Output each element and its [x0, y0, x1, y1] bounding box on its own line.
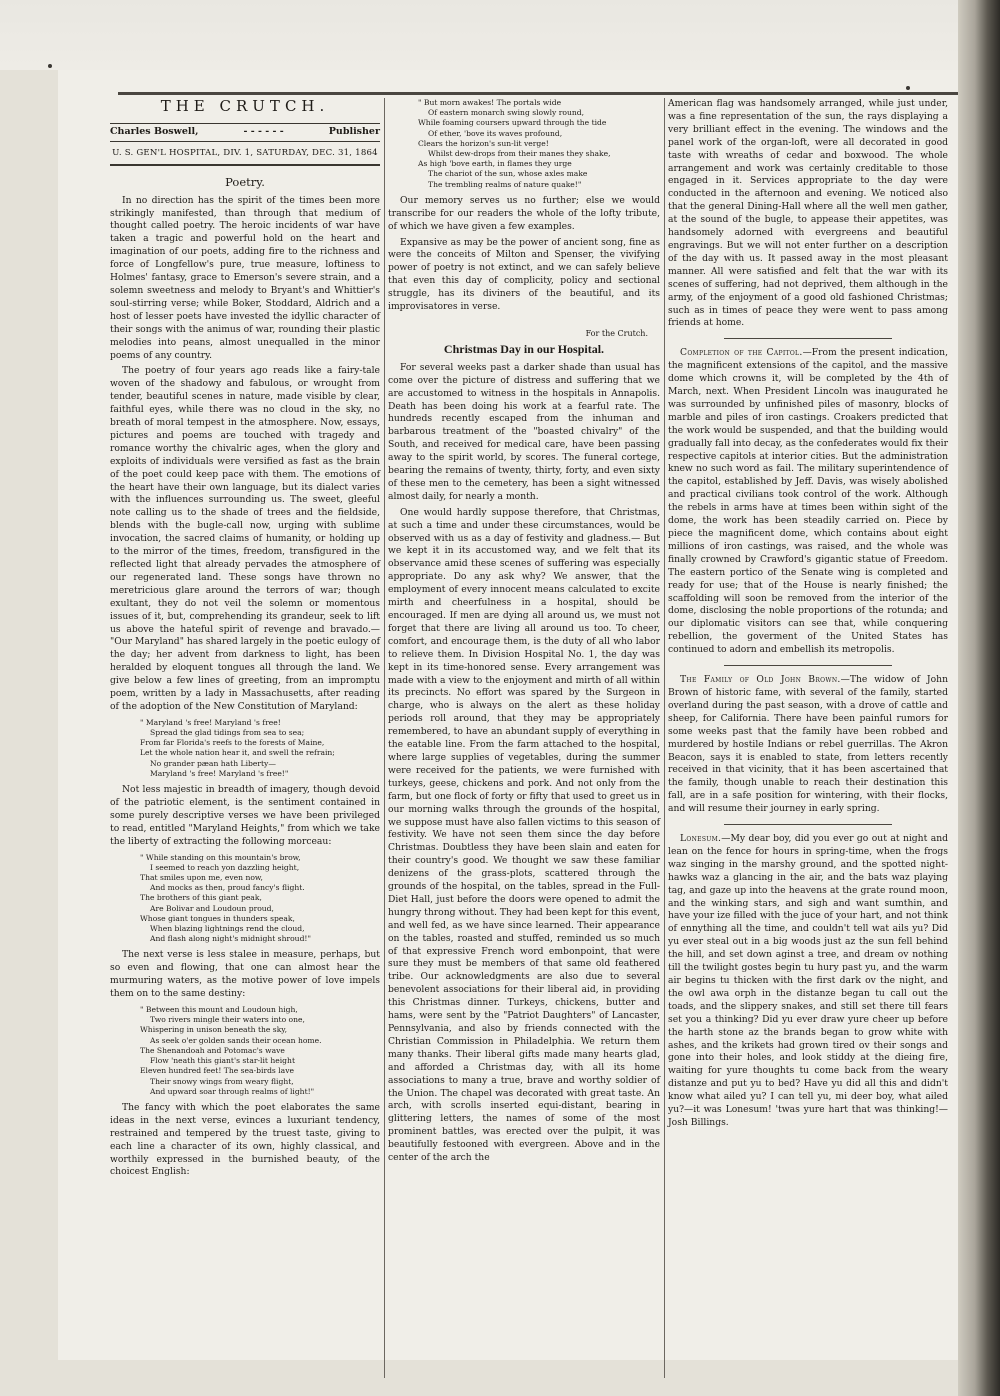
contributor-line: For the Crutch.	[585, 328, 648, 338]
article-separator	[724, 665, 892, 666]
verse-line: Whilst dew-drops from their manes they shake,	[428, 149, 611, 159]
brown-item	[668, 674, 948, 816]
poetry-paragraph: In no direction has the spirit of the times been more strikingly manifested, than through that medium of thought called poetry. The heroic incidents of war have taken a tragic and powerful hold on the heart and imagination of our poets, adding fire to the richness and force of Longfellow's pure, true measure, loftiness to Holmes' fantasy, grace to Emerson's severe strain, and a solemn sweetness and melody to Bryant's and Whittier's soul-stirring verse; while Boker, Stoddard, Aldrich and a host of lesser poets have invested the idyllic character of their songs with the animus of war, rounding their plastic melodies into peans, almost unequalled in the minor poems of any country.	[110, 194, 380, 361]
verse-line: The chariot of the sun, whose axles make	[428, 169, 588, 179]
brown-lead: The Family of Old John Brown.	[680, 674, 841, 686]
book-spine	[958, 0, 1000, 1396]
column-rule	[384, 98, 385, 1378]
brown-text: —The widow of John Brown of historic fame, with several of the family, started overland during the past season, with a drove of cattle and sheep, for California. There have been painful rumors for some weeks past that the family have been robbed and murdered by hostile Indians or rebel guerrillas. The Akron Beacon, says it is enabled to state, from letters recently received in that vicinity, that it has been ascertained that the family, though unable to reach their destination this fall, are in a safe position for wintering, with their flocks, and will resume their journey in early spring.	[668, 674, 948, 815]
column-1	[110, 98, 380, 1182]
lonesum-lead: Lonesum.	[680, 833, 722, 845]
capitol-text: —From the present indication, the magnificent extensions of the capitol, and the massive dome which crowns it, will be completed by the 4th of March, next. When President Lincoln was inaugurated he was surrounded by unfinished piles of masonry, blocks of marble and piles of iron castings. Croakers predicted that the work would be suspended, and that the building would gradually fall into decay, as the confederates would fix their respective capitols at interior cities. But the administration knew no such word as fail. The military superintendence of the capitol, established by Jeff. Davis, was wisely abolished and practical civilians took control of the work. Although the rebels in arms have at times been within sight of the dome, the work has been steadily carried on. Piece by piece the magnificent dome, which contains about eight millions of iron castings, was raised, and the whole was finally crowned by Crawford's gigantic statue of Freedom. The eastern portico of the Senate wing is completed and ready for use; that of the House is nearly finished; the scaffolding will soon be removed from the interior of the dome, disclosing the noble proportions of the rotunda; and our diplomatic visitors can see that, while conquering rebellion, the goverment of the United States has continued to adorn and embellish its metropolis.	[668, 347, 949, 656]
verse-line: Maryland 's free! Maryland 's free!"	[150, 768, 289, 778]
verse-line: And mocks as then, proud fancy's flight.	[150, 883, 305, 893]
column-rule	[664, 98, 665, 1378]
article-heading-christmas: Christmas Day in our Hospital.	[443, 341, 605, 356]
section-heading-poetry: Poetry.	[225, 174, 265, 189]
poetry-paragraph: Not less majestic in breadth of imagery, though devoid of the patriotic element, is the sentiment contained in some purely descriptive verses we have been privileged to read, entitled "Maryland Heights," from which we take the liberty of extracting the following morceau:	[110, 784, 380, 847]
christmas-paragraph: American flag was handsomely arranged, while just under, was a fine representation of the sun, the rays displaying a very brilliant effect in the evening. The windows and the panel work of the organ-loft, were all decorated in good taste with wreaths of cedar and boxwood. The whole arrangement and work was certainly creditable to those engaged in it. Services appropriate to the day were conducted in the afternoon and evening. We noticed also that the general Dining-Hall where all the well men gather, at the sound of the bugle, to appease their appetites, was handsomely adorned with evergreens and beautiful engravings. But we will not enter further on a description of the day with us. It passed away in the most pleasant manner. All were satisfied and felt that the war with its scenes of suffering, had not deprived, them although in the army, of the enjoyment of a good old fashioned Christmas; such as in times of peace they were went to pass among friends at home.	[668, 98, 948, 329]
poetry-paragraph: Our memory serves us no further; else we would transcribe for our readers the whole of the lofty tribute, of which we have given a few examples.	[388, 194, 660, 232]
page-top-margin	[0, 0, 1000, 70]
verse-maryland-heights-3	[418, 98, 660, 190]
verse-line: That smiles upon me, even now,	[140, 873, 263, 883]
verse-line: No grander pæan hath Liberty—	[150, 758, 276, 768]
verse-line: Flow 'neath this giant's star-lit height	[150, 1056, 295, 1066]
verse-line: " But morn awakes! The portals wide	[418, 98, 562, 107]
ink-speck	[48, 64, 52, 68]
verse-maryland-free	[140, 718, 380, 779]
capitol-item	[668, 347, 948, 657]
column-3	[668, 98, 948, 1133]
verse-line: And upward soar through realms of light!"	[150, 1086, 315, 1096]
christmas-paragraph: One would hardly suppose therefore, that Christmas, at such a time and under these circumstances, would be observed with us as a day of festivity and gladness.— But we kept it in its accustomed way, and we felt that its observance amid these scenes of suffering was especially appropriate. Do any ask why? We answer, that the employment of every innocent means calculated to excite mirth and cheerfulness in a hospital, should be encouraged. If men are dying all around us, we must not forget that there are living all around us too. To cheer, comfort, and encourage them, is the duty of all who labor to relieve them. In Division Hospital No. 1, the day was kept in its time-honored sense. Every arrangement was made with a view to the enjoyment and mirth of all within its precincts. No effort was spared by the Surgeon in charge, who is always on the alert as these holiday periods roll around, that they may be appropriately remembered, to have an abundant supply of everything in the eatable line. From the farm attached to the hospital, where large supplies of vegetables, during the summer were received for the patients, we were furnished with turkeys, geese, chickens and pork. And not only from the farm, but one flock of forty or fifty that used to greet us in our morning walks through the grounds of the hospital, we suppose must have also fallen victims to this season of festivity. We have not seen them since the day before Christmas. Doubtless they have been slain and eaten for their country's good. We thought we saw these familiar denizens of the grass-plots, scattered through the grounds of the hospital, on the tables, spread in the Full-Diet Hall, just before the doors were opened to admit the hungry throng without. They had been kept for this event, and well fed, as we have since learned. Their appearance on the tables, roasted and stuffed, reminded us so much of that expressive French word embonpoint, that were sure they must be members of that same old feathered tribe. Our acknowledgments are also due to several benevolent associations for their liberal aid, in providing this Christmas dinner. Turkeys, chickens, butter and hams, were sent by the "Patriot Daughters" of Lancaster, Pennsylvania, and also by friends connected with the Christian Commission in Philadelphia. We return them many thanks. Their liberal gifts made many hearts glad, and afforded a Christmas day, with all its home associations to many a true, brave and worthy soldier of the Union. The chapel was decorated with great taste. An arch, with scrolls inserted equi-distant, bearing in glittering letters, the names of some of the most prominent battles, was erected over the pulpit, it was beautifully festooned with evergreen. Above and in the center of the arch the	[388, 506, 660, 1164]
column-2	[388, 98, 660, 1168]
verse-line: Two rivers mingle their waters into one,	[150, 1015, 305, 1025]
verse-line: When blazing lightnings rend the cloud,	[150, 924, 305, 934]
header-rule	[118, 92, 958, 95]
verse-line: Their snowy wings from weary flight,	[150, 1076, 294, 1086]
dateline: U. S. GEN'L HOSPITAL, DIV. 1, SATURDAY, DEC. 31, 1864	[110, 142, 380, 166]
verse-line: " Between this mount and Loudoun high,	[140, 1005, 298, 1015]
masthead-title: THE CRUTCH.	[160, 97, 330, 115]
publisher-label: Publisher	[328, 125, 380, 137]
verse-line: As seek o'er golden sands their ocean home.	[150, 1035, 322, 1045]
lonesum-text: —My dear boy, did you ever go out at night and lean on the fence for hours in spring-time, when the frogs waz singing in the marshy ground, and the spotted night-hawks waz a glancing in the air, and the bats waz playing tag, and gaze up into the heavens at the grate round moon, and the winking stars, and sigh and want sumthin, and have your ize filled with the juce of your hart, and not think of ennything all the time, and couldn't tell wat ails yu? Did yu ever steal out in a big woods just az the sun fell behind the hill, and set down aginst a tree, and dream ov nothing till the twilight gostes begin tu hury past yu, and the warm air begins tu thicken with the first dark ov the night, and the owl awa orph in the distanze began tu call out the toads, and the slippery snakes, and still set there till fears set you a thinking? Did yu ever draw yure cheer up before the harth stone az the brands began to grow white with ashes, and the krikets had grown tired ov their songs and gone into their holes, and look stiddy at the dieing fire, waiting for yure thoughts tu come back from the weary distanze and put yu to bed? Have yu did all this and didn't know what ailed yu? I can tell yu, mi deer boy, what ailed yu?—it was Lonesum! 'twas yure hart that was thinking!—Josh Billings.	[668, 833, 948, 1128]
verse-line: Clears the horizon's sun-lit verge!	[418, 138, 549, 148]
poetry-paragraph: The next verse is less stalee in measure, perhaps, but so even and flowing, that one can almost hear the murmuring waters, as the motive power of love impels them on to the same destiny:	[110, 949, 380, 1000]
verse-line: Spread the glad tidings from sea to sea;	[150, 728, 305, 738]
verse-line: Eleven hundred feet! The sea-birds lave	[140, 1066, 294, 1076]
publisher-row	[110, 123, 380, 142]
verse-line: The trembling realms of nature quake!"	[428, 179, 582, 189]
verse-line: As high 'bove earth, in flames they urge	[418, 159, 572, 169]
article-separator	[724, 338, 892, 339]
lonesum-item	[668, 833, 948, 1130]
capitol-lead: Completion of the Capitol.	[680, 347, 803, 359]
verse-line: I seemed to reach yon dazzling height,	[150, 862, 300, 872]
verse-line: " Maryland 's free! Maryland 's free!	[140, 717, 281, 727]
verse-line: Are Bolivar and Loudoun proud,	[150, 903, 274, 913]
publisher-dashes: - - - - - -	[243, 125, 284, 137]
verse-line: Whispering in unison beneath the sky,	[140, 1025, 287, 1035]
verse-line: While foaming coursers upward through the tide	[418, 118, 607, 128]
poetry-paragraph: Expansive as may be the power of ancient song, fine as were the conceits of Milton and Spenser, the vivifying power of poetry is not extinct, and we can safely believe that even this day of complicity, policy and sectional struggle, has its diviners of the beautiful, and its improvisatores in verse.	[388, 236, 660, 313]
verse-line: Whose giant tongues in thunders speak,	[140, 913, 295, 923]
verse-line: Of ether, 'bove its waves profound,	[428, 128, 563, 138]
verse-line: The Shenandoah and Potomac's wave	[140, 1045, 285, 1055]
verse-line: And flash along night's midnight shroud!"	[150, 934, 311, 944]
christmas-paragraph: For several weeks past a darker shade than usual has come over the picture of distress and suffering that we are accustomed to witness in the hospitals in Annapolis. Death has been doing his work at a fearful rate. The hundreds recently escaped from the inhuman and barbarous treatment of the "boasted chivalry" of the South, and received for medical care, have been passing away to the spirit world, by scores. The funeral cortege, bearing the remains of twenty, thirty, forty, and even sixty of these men to the cemetery, has been a sight witnessed almost daily, for nearly a month.	[388, 361, 660, 502]
poetry-paragraph: The poetry of four years ago reads like a fairy-tale woven of the shadowy and fabulous, or wrought from tender, beautiful scenes in nature, made visible by clear, faithful eyes, while there was no cloud in the sky, no breath of moral tempest in the atmosphere. Now, essays, pictures and poems are touched with tragedy and romance worthy the chivalric ages, when the glory and exploits of individuals were versified as fast as the brain of the poet could keep pace with them. The emotions of the heart have their own language, but its dialect varies with the influences surrounding us. The sweet, gleeful note calling us to the shade of trees and the fieldside, blends with the bugle-call now, urging with sublime invocation, the sacred claims of humanity, or holding up to the mirror of the times, freedom, transfigured in the reflected light that already pervades the atmosphere of our regenerated land. These songs have thrown no meretricious glare around the terrors of war; though exultant, they do not veil the solemn or momentous issues of it, but, comprehending its grandeur, seek to lift us above the hateful spirit of revenge and bravado.— "Our Maryland" has shared largely in the poetic eulogy of the day; her advent from darkness to light, has been heralded by eloquent tongues all through the land. We give below a few lines of greeting, from an impromptu poem, written by a lady in Massachusetts, after reading of the adoption of the New Constitution of Maryland:	[110, 365, 380, 712]
verse-line: Of eastern monarch swing slowly round,	[428, 108, 585, 118]
article-separator	[724, 824, 892, 825]
verse-line: From far Florida's reefs to the forests of Maine,	[140, 738, 325, 748]
verse-line: " While standing on this mountain's brow,	[140, 852, 301, 862]
publisher-name: Charles Boswell,	[110, 125, 199, 137]
verse-maryland-heights-1	[140, 853, 380, 945]
verse-line: Let the whole nation hear it, and swell the refrain;	[140, 748, 335, 758]
verse-maryland-heights-2	[140, 1005, 380, 1097]
ink-speck	[906, 86, 910, 90]
verse-line: The brothers of this giant peak,	[140, 893, 262, 903]
poetry-paragraph: The fancy with which the poet elaborates the same ideas in the next verse, evinces a luxuriant tendency, restrained and tempered by the truest taste, giving to each line a character of its own, highly classical, and worthily expressed in the burnished beauty, of the choicest English:	[110, 1101, 380, 1178]
